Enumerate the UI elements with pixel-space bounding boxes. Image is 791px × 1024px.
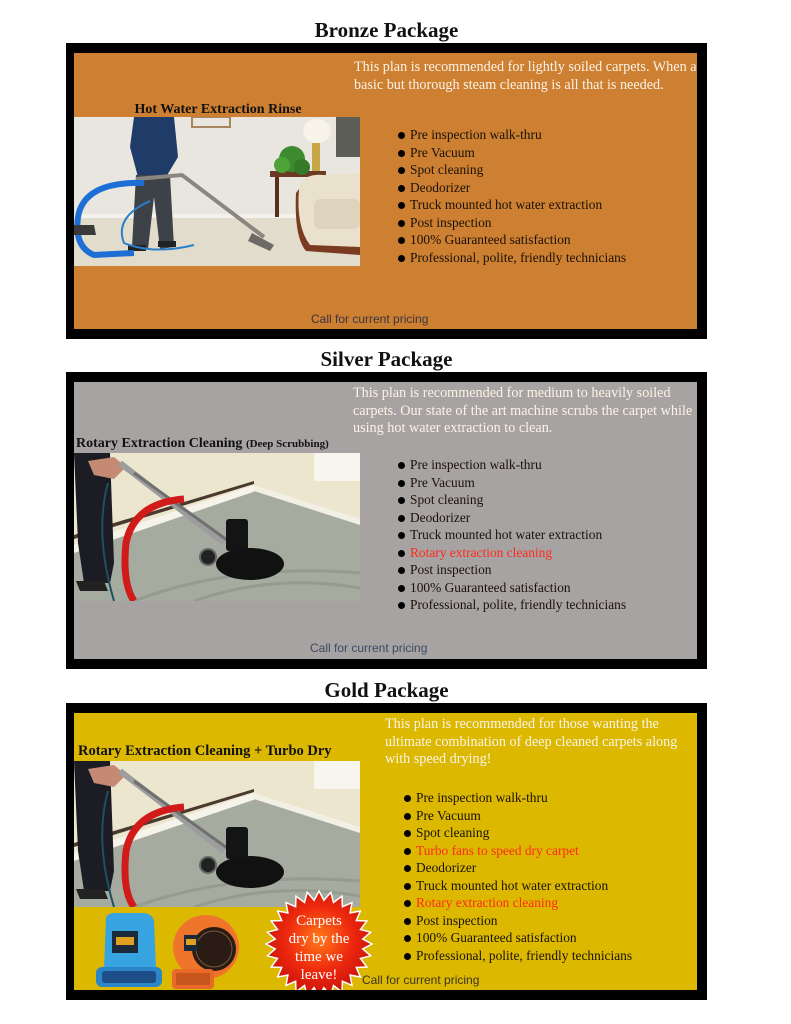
feature-item: Deodorizer	[404, 859, 632, 877]
badge-line: leave!	[300, 967, 338, 983]
feature-item-highlighted: Rotary extraction cleaning	[404, 894, 632, 912]
feature-item: Pre inspection walk-thru	[398, 126, 626, 144]
feature-item: Professional, polite, friendly technicians	[398, 596, 626, 614]
bronze-pricing-note: Call for current pricing	[311, 312, 429, 326]
silver-caption-sub: (Deep Scrubbing)	[245, 438, 329, 450]
feature-item: Spot cleaning	[404, 824, 632, 842]
feature-item: Post inspection	[398, 561, 626, 579]
bronze-package-card	[66, 43, 707, 339]
silver-image-caption	[76, 436, 329, 452]
gold-package-title: Gold Package	[324, 678, 449, 702]
feature-item: Truck mounted hot water extraction	[398, 196, 626, 214]
gold-pricing-note: Call for current pricing	[362, 973, 480, 987]
feature-item: Truck mounted hot water extraction	[404, 877, 632, 895]
bronze-package-panel	[74, 53, 697, 329]
silver-package-panel	[74, 382, 697, 659]
badge-line: time we	[295, 949, 343, 965]
feature-item: Deodorizer	[398, 509, 626, 527]
feature-item: Spot cleaning	[398, 161, 626, 179]
feature-item: Spot cleaning	[398, 491, 626, 509]
rotary-machine-photo	[74, 761, 360, 907]
feature-item: Pre Vacuum	[398, 474, 626, 492]
feature-item: Deodorizer	[398, 179, 626, 197]
badge-line: dry by the	[288, 931, 350, 947]
starburst-badge-text	[264, 912, 374, 984]
silver-package-card	[66, 372, 707, 669]
gold-description: This plan is recommended for those wanting the ultimate combination of deep cleaned carpets along with speed drying!	[385, 716, 678, 767]
silver-feature-list	[398, 456, 626, 614]
feature-item: Pre Vacuum	[398, 144, 626, 162]
bronze-feature-list	[398, 126, 626, 266]
feature-item: 100% Guaranteed satisfaction	[398, 579, 626, 597]
gold-package-panel	[74, 713, 697, 990]
gold-image-caption: Rotary Extraction Cleaning + Turbo Dry	[78, 743, 332, 759]
badge-line: Carpets	[296, 913, 342, 929]
bronze-description: This plan is recommended for lightly soiled carpets. When a basic but thorough steam cleaning is all that is needed.	[354, 59, 697, 93]
silver-description: This plan is recommended for medium to heavily soiled carpets. Our state of the art machine scrubs the carpet while using hot water extraction to clean.	[353, 385, 693, 436]
bronze-package-title: Bronze Package	[314, 18, 459, 42]
gold-package-card	[66, 703, 707, 1000]
silver-package-title: Silver Package	[320, 347, 453, 371]
feature-item-highlighted: Turbo fans to speed dry carpet	[404, 842, 632, 860]
feature-item: Pre inspection walk-thru	[398, 456, 626, 474]
feature-item: 100% Guaranteed satisfaction	[398, 231, 626, 249]
silver-pricing-note: Call for current pricing	[310, 641, 428, 655]
feature-item: Pre Vacuum	[404, 807, 632, 825]
feature-item: Post inspection	[404, 912, 632, 930]
silver-caption-main: Rotary Extraction Cleaning	[76, 436, 243, 451]
feature-item: Professional, polite, friendly technicians	[398, 249, 626, 267]
bronze-image-caption: Hot Water Extraction Rinse	[134, 102, 302, 117]
feature-item-highlighted: Rotary extraction cleaning	[398, 544, 626, 562]
feature-item: 100% Guaranteed satisfaction	[404, 929, 632, 947]
gold-feature-list	[404, 789, 632, 964]
starburst-badge	[264, 888, 374, 990]
rotary-machine-photo	[74, 453, 360, 601]
feature-item: Post inspection	[398, 214, 626, 232]
feature-item: Pre inspection walk-thru	[404, 789, 632, 807]
air-mover-fans	[92, 911, 242, 990]
carpet-cleaning-photo	[74, 117, 360, 266]
feature-item: Truck mounted hot water extraction	[398, 526, 626, 544]
feature-item: Professional, polite, friendly technicians	[404, 947, 632, 965]
